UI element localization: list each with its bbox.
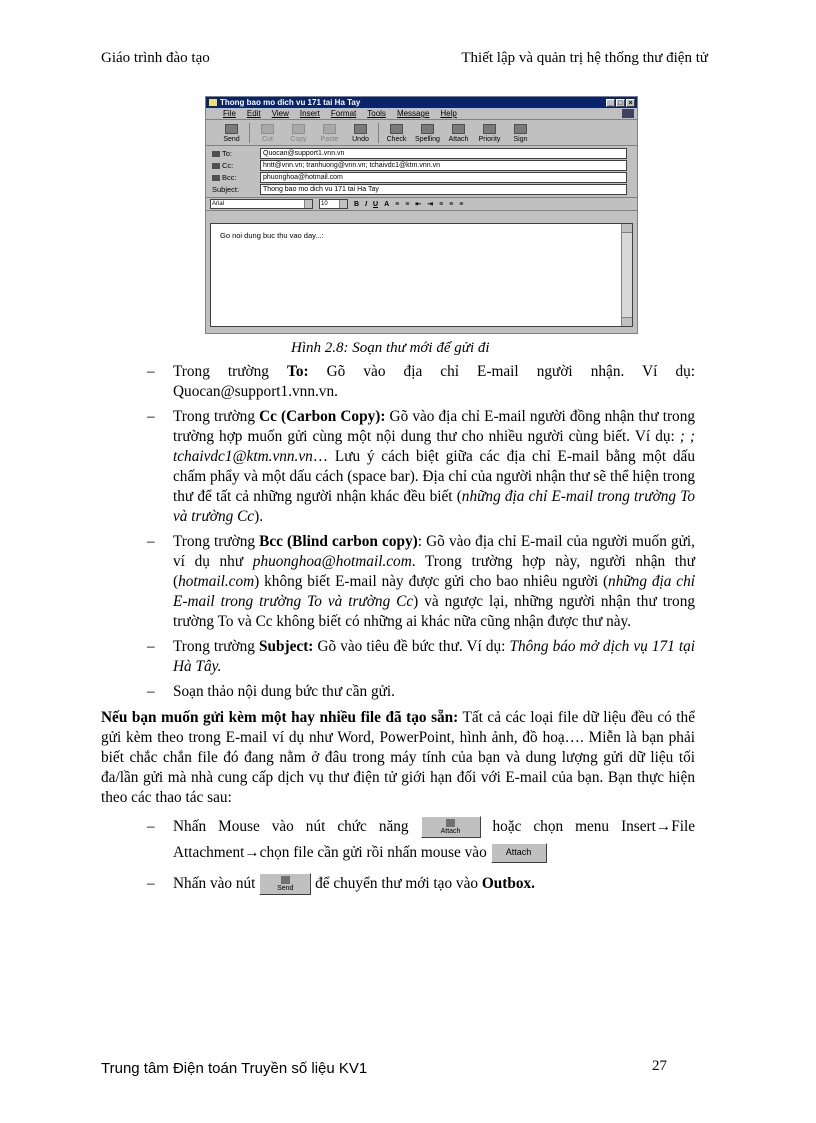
subject-label: Subject: xyxy=(212,185,240,194)
cc-field: hntt@vnn.vn; tranhuong@vnn.vn; tchaivdc1@ktm.vnn.vn xyxy=(260,160,627,171)
sign-icon xyxy=(514,124,527,134)
windows-logo-icon xyxy=(622,109,634,118)
format-toolbar xyxy=(206,197,637,211)
menu-insert: Insert xyxy=(299,109,320,118)
window-titlebar xyxy=(206,97,637,108)
window-controls xyxy=(606,99,635,107)
menu-tools: Tools xyxy=(367,109,386,118)
header-left: Giáo trình đào tạo xyxy=(101,50,210,66)
menu-edit: Edit xyxy=(246,109,261,118)
address-fields xyxy=(206,146,637,195)
bcc-label: Bcc: xyxy=(222,173,237,182)
priority-icon xyxy=(483,124,496,134)
underline-icon: U xyxy=(373,200,379,208)
toolbar-spelling: Spelling xyxy=(412,124,443,145)
message-body-text: Go noi dung buc thu vao day...: xyxy=(220,231,324,240)
size-select: 10 xyxy=(319,199,348,209)
list-item: – Trong trường To: Gõ vào địa chỉ E-mail người nhận. Ví dụ: Quocan@support1.vnn.vn. xyxy=(147,363,696,400)
maximize-icon: □ xyxy=(616,99,625,107)
send-icon xyxy=(281,876,290,884)
menubar xyxy=(206,108,637,120)
close-icon: × xyxy=(626,99,635,107)
attach-button-image: Attach xyxy=(421,816,481,838)
list-item: – Trong trường Bcc (Blind carbon copy): Gõ vào địa chỉ E-mail của người muốn gửi, ví dụ như phuonghoa@hotmail.com. Trong trường hợp này, người nhận thư (hotmail.com) không biết E-mail này được gửi cho bao nhiêu người (những địa chỉ E-mail trong trường To và trường Cc) và ngược lại, những người nhận thư trong trường To và Cc không biết có những ai khác nữa cũng nhận được thư này. xyxy=(147,533,695,630)
menu-message: Message xyxy=(396,109,430,118)
list-item: – Trong trường Subject: Gõ vào tiêu đề bức thư. Ví dụ: Thông báo mở dịch vụ 171 tại Hà Tây. xyxy=(147,638,695,675)
footer-left: Trung tâm Điện toán Truyền số liệu KV1 xyxy=(101,1060,368,1077)
menu-file: File xyxy=(223,109,236,118)
font-color-icon: A xyxy=(384,200,390,208)
cc-row xyxy=(212,160,633,171)
cut-icon xyxy=(261,124,274,134)
compose-window-figure xyxy=(205,96,638,334)
toolbar-copy: Copy xyxy=(283,124,314,145)
undo-icon xyxy=(354,124,367,134)
cc-label: Cc: xyxy=(222,161,234,170)
toolbar xyxy=(206,120,637,146)
toolbar-cut: Cut xyxy=(252,124,283,145)
attach-button-image: Attach xyxy=(491,843,547,863)
to-field: Quocan@support1.vnn.vn xyxy=(260,148,627,159)
message-body xyxy=(210,223,633,327)
increase-indent-icon: ⇥ xyxy=(427,201,434,208)
toolbar-check: Check xyxy=(381,124,412,145)
page-number: 27 xyxy=(652,1058,667,1074)
bullet-list-icon: ≡ xyxy=(405,200,410,208)
address-book-icon xyxy=(212,175,220,181)
menu-format: Format xyxy=(330,109,357,118)
address-book-icon xyxy=(212,151,220,157)
window-title: Thong bao mo dich vu 171 tai Ha Tay xyxy=(220,98,361,107)
paste-icon xyxy=(323,124,336,134)
send-button-image: Send xyxy=(259,873,311,895)
figure-caption: Hình 2.8: Soạn thư mới để gửi đi xyxy=(291,340,490,356)
header-right: Thiết lập và quản trị hệ thống thư điện tử xyxy=(461,50,708,66)
align-right-icon: ≡ xyxy=(459,200,464,208)
copy-icon xyxy=(292,124,305,134)
decrease-indent-icon: ⇤ xyxy=(415,201,422,208)
paperclip-icon xyxy=(446,819,455,827)
align-center-icon: ≡ xyxy=(449,200,454,208)
toolbar-sign: Sign xyxy=(505,124,536,145)
menu-view: View xyxy=(271,109,289,118)
bcc-field: phuonghoa@hotmail.com xyxy=(260,172,627,183)
bcc-row xyxy=(212,172,633,183)
body-content xyxy=(101,362,695,902)
align-left-icon: ≡ xyxy=(439,200,444,208)
toolbar-undo: Undo xyxy=(345,124,376,145)
to-label: To: xyxy=(222,149,233,158)
minimize-icon: _ xyxy=(606,99,615,107)
toolbar-priority: Priority xyxy=(474,124,505,145)
to-row xyxy=(212,148,633,159)
list-item: – Soạn thảo nội dung bức thư cần gửi. xyxy=(147,683,395,700)
mail-icon xyxy=(209,99,217,106)
subject-field: Thong bao mo dich vu 171 tai Ha Tay xyxy=(260,184,627,195)
toolbar-attach: Attach xyxy=(443,124,474,145)
font-select: Arial xyxy=(210,199,313,209)
italic-icon: I xyxy=(365,200,368,208)
bold-icon: B xyxy=(354,200,360,208)
list-item: – Trong trường Cc (Carbon Copy): Gõ vào địa chỉ E-mail người đồng nhận thư trong trường hợp muốn gửi cùng một nội dung thư cho nhiều người cùng biết. Ví dụ: ; ; tchaivdc1@ktm.vnn.vn… Lưu ý cách biệt giữa các địa chỉ E-mail bằng một dấu chấm phẩy và một dấu cách (space bar). Địa chỉ của người nhận thư sẽ thể hiện trong thư để tất cả những người nhận khác đều biết (những địa chỉ E-mail trong trường To và trường Cc). xyxy=(147,408,695,525)
address-book-icon xyxy=(212,163,220,169)
list-item: – Nhấn Mouse vào nút chức năng Attach hoặc chọn menu Insert→File Attachment→chọn file cần gửi rồi nhấn mouse vào Attach xyxy=(101,814,695,866)
attach-paragraph: Nếu bạn muốn gửi kèm một hay nhiều file đã tạo sẵn: Tất cả các loại file dữ liệu đều có thể gửi kèm theo trong E-mail ví dụ như Word, PowerPoint, hình ảnh, đồ hoạ…. Miễn là bạn phải biết chắc chắn file đó đang nằm ở đâu trong máy tính của bạn và dung lượng gửi dữ liệu tối đa/lần gửi mà nhà cung cấp dịch vụ thư điện tử giới hạn đối với E-mail của bạn. Bạn thực hiện theo các thao tác sau: xyxy=(101,709,695,806)
check-names-icon xyxy=(390,124,403,134)
subject-row xyxy=(212,184,633,195)
toolbar-paste: Paste xyxy=(314,124,345,145)
numbered-list-icon: ≡ xyxy=(395,200,400,208)
list-item: – Nhấn vào nút Send để chuyển thư mới tạo vào Outbox. xyxy=(101,871,695,897)
paperclip-icon xyxy=(452,124,465,134)
menu-help: Help xyxy=(440,109,457,118)
toolbar-send: Send xyxy=(216,124,247,145)
scrollbar xyxy=(621,224,632,326)
send-icon xyxy=(225,124,238,134)
spelling-icon xyxy=(421,124,434,134)
